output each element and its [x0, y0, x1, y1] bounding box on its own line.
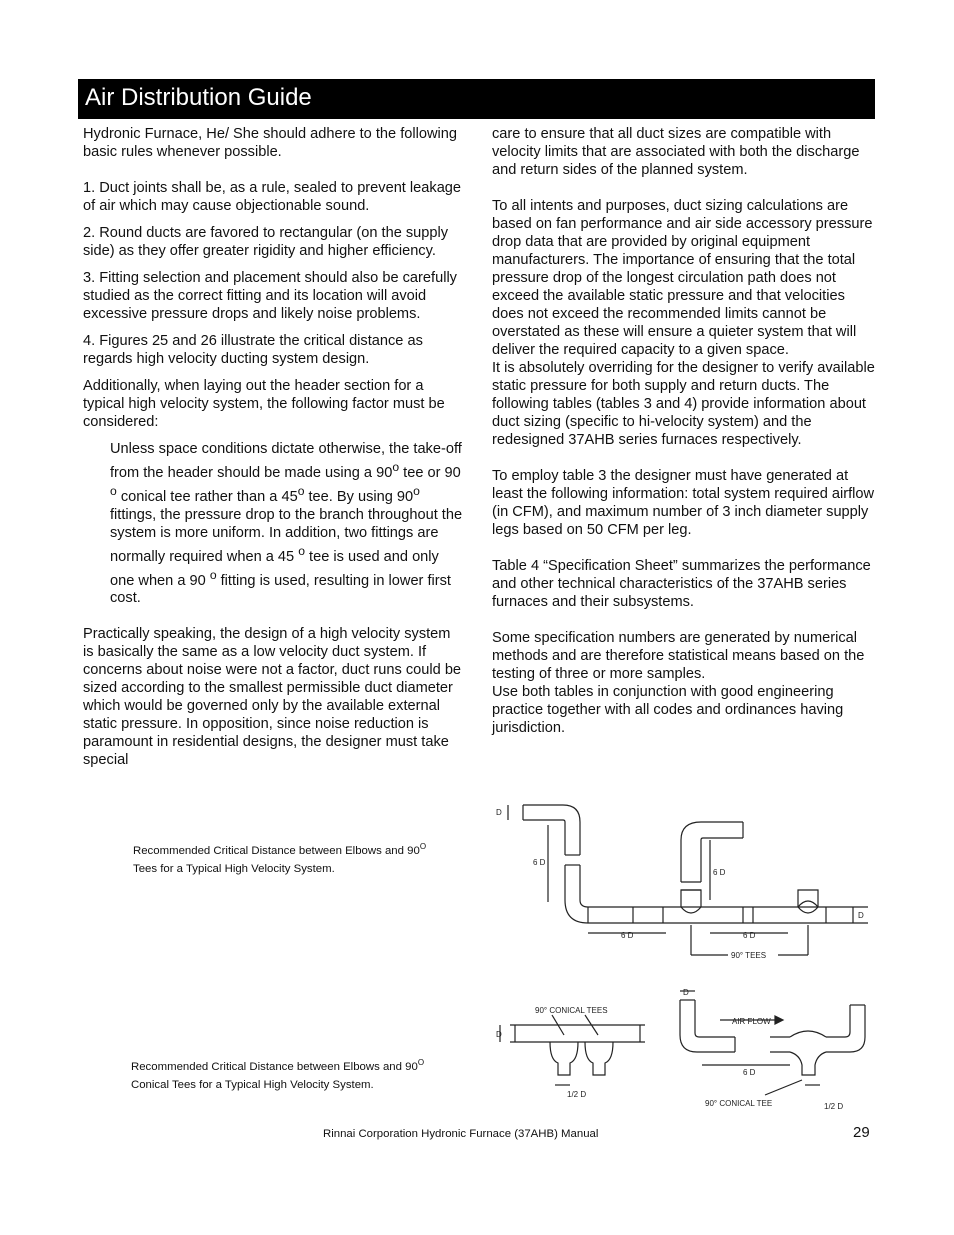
left-text-column — [83, 125, 463, 769]
fig2-label-half-d-right: 1/2 D — [824, 1102, 844, 1111]
fig1-label-6d-left: 6 D — [533, 858, 546, 867]
right-paragraph-7: Use both tables in conjunction with good engineering practice together with all codes and ordinances having jurisdiction. — [492, 684, 844, 736]
fig2-label-d-left: D — [496, 1030, 502, 1039]
figure-2-caption: Recommended Critical Distance between Elbows and $90^O$ Conical Tees for a Typical High Velocity System. — [131, 1058, 425, 1091]
figure-2-diagram — [490, 985, 880, 1115]
fig2-label-d-top: D — [683, 988, 689, 997]
fig1-label-6d-mid: 6 D — [713, 868, 726, 877]
fig1-label-tees: 90° TEES — [731, 951, 767, 960]
fig2-label-conical-tees: 90° CONICAL TEES — [535, 1006, 608, 1015]
rule-1: 1. Duct joints shall be, as a rule, sealed to prevent leakage of air which may cause objectionable sound. — [83, 180, 462, 214]
intro-paragraph: Hydronic Furnace, He/ She should adhere to the following basic rules whenever possible. — [83, 126, 457, 160]
fig2-label-conical-tee: 90° CONICAL TEE — [705, 1099, 773, 1108]
right-text-column — [492, 125, 877, 737]
additionally-paragraph: Additionally, when laying out the header section for a typical high velocity system, the following factor must be considered: — [83, 378, 445, 430]
fig1-label-d-top: D — [496, 808, 502, 817]
rule-4: 4. Figures 25 and 26 illustrate the critical distance as regards high velocity ducting system design. — [83, 333, 423, 367]
right-paragraph-3: It is absolutely overriding for the designer to verify available static pressure for both supply and return ducts. The following tables (tables 3 and 4) provide information about duct sizing (specific to hi-velocity system) and the redesigned 37AHB series furnaces respectively. — [492, 360, 875, 448]
fig2-label-half-d-left: 1/2 D — [567, 1090, 587, 1099]
right-paragraph-6: Some specification numbers are generated by numerical methods and are therefore statistical means based on the testing of three or more samples. — [492, 630, 865, 682]
page-number: 29 — [853, 1124, 870, 1141]
footer-manual-title: Rinnai Corporation Hydronic Furnace (37AHB) Manual — [323, 1128, 599, 1140]
fig2-label-6d: 6 D — [743, 1068, 756, 1077]
fig2-label-air-flow: AIR FLOW — [732, 1017, 771, 1026]
practically-paragraph: Practically speaking, the design of a high velocity system is basically the same as a low velocity duct system. If concerns about noise were not a factor, duct runs could be sized according to the smallest permissible duct diameter which would be governed only by the available external static pressure. In opposition, since noise reduction is paramount in residential designs, the designer must take special — [83, 626, 462, 769]
right-paragraph-5: Table 4 “Specification Sheet” summarizes the performance and other technical characteristics of the 37AHB series furnaces and their subsystems. — [492, 558, 871, 610]
fig1-label-6d-bottom-right: 6 D — [743, 931, 756, 940]
right-paragraph-1: care to ensure that all duct sizes are compatible with velocity limits that are associated with both the discharge and return sides of the planned system. — [492, 126, 860, 178]
figure-1-diagram — [488, 795, 878, 965]
page-title: Air Distribution Guide — [85, 84, 312, 111]
right-paragraph-2: To all intents and purposes, duct sizing calculations are based on fan performance and air side accessory pressure drop data that are provided by original equipment manufacturers. The importance of ensuring that the total pressure drop of the longest circulation path does not exceed the available static pressure and that velocities does not exceed the recommended limits cannot be overstated as these will ensure a quieter system that will deliver the required capacity to a given space. — [492, 198, 873, 358]
right-paragraph-4: To employ table 3 the designer must have generated at least the following information: total system required airflow (in CFM), and maximum number of 3 inch diameter supply legs based on 50 CFM per leg. — [492, 468, 875, 538]
section-header-bar — [78, 79, 875, 119]
indented-paragraph: Unless space conditions dictate otherwise, the take-off from the header should be made using a 90$^o$ tee or 90 $^o$ conical tee rather than a 45$^o$ tee. By using 90$^o$ fittings, the pressure drop to the branch throughout the system is more uniform. In addition, two fittings are normally required when a 45 $^o$ tee is used and only one when a 90 $^o$ fitting is used, resulting in lower first cost. — [110, 441, 463, 607]
figure-1-caption: Recommended Critical Distance between Elbows and $90^O$ Tees for a Typical High Velocity System. — [133, 842, 427, 875]
fig1-label-6d-bottom-left: 6 D — [621, 931, 634, 940]
fig1-label-d-right: D — [858, 911, 864, 920]
rule-3: 3. Fitting selection and placement should also be carefully studied as the correct fitting and its location will avoid excessive pressure drops and likely noise problems. — [83, 270, 457, 322]
rule-2: 2. Round ducts are favored to rectangular (on the supply side) as they offer greater rigidity and higher efficiency. — [83, 225, 449, 259]
